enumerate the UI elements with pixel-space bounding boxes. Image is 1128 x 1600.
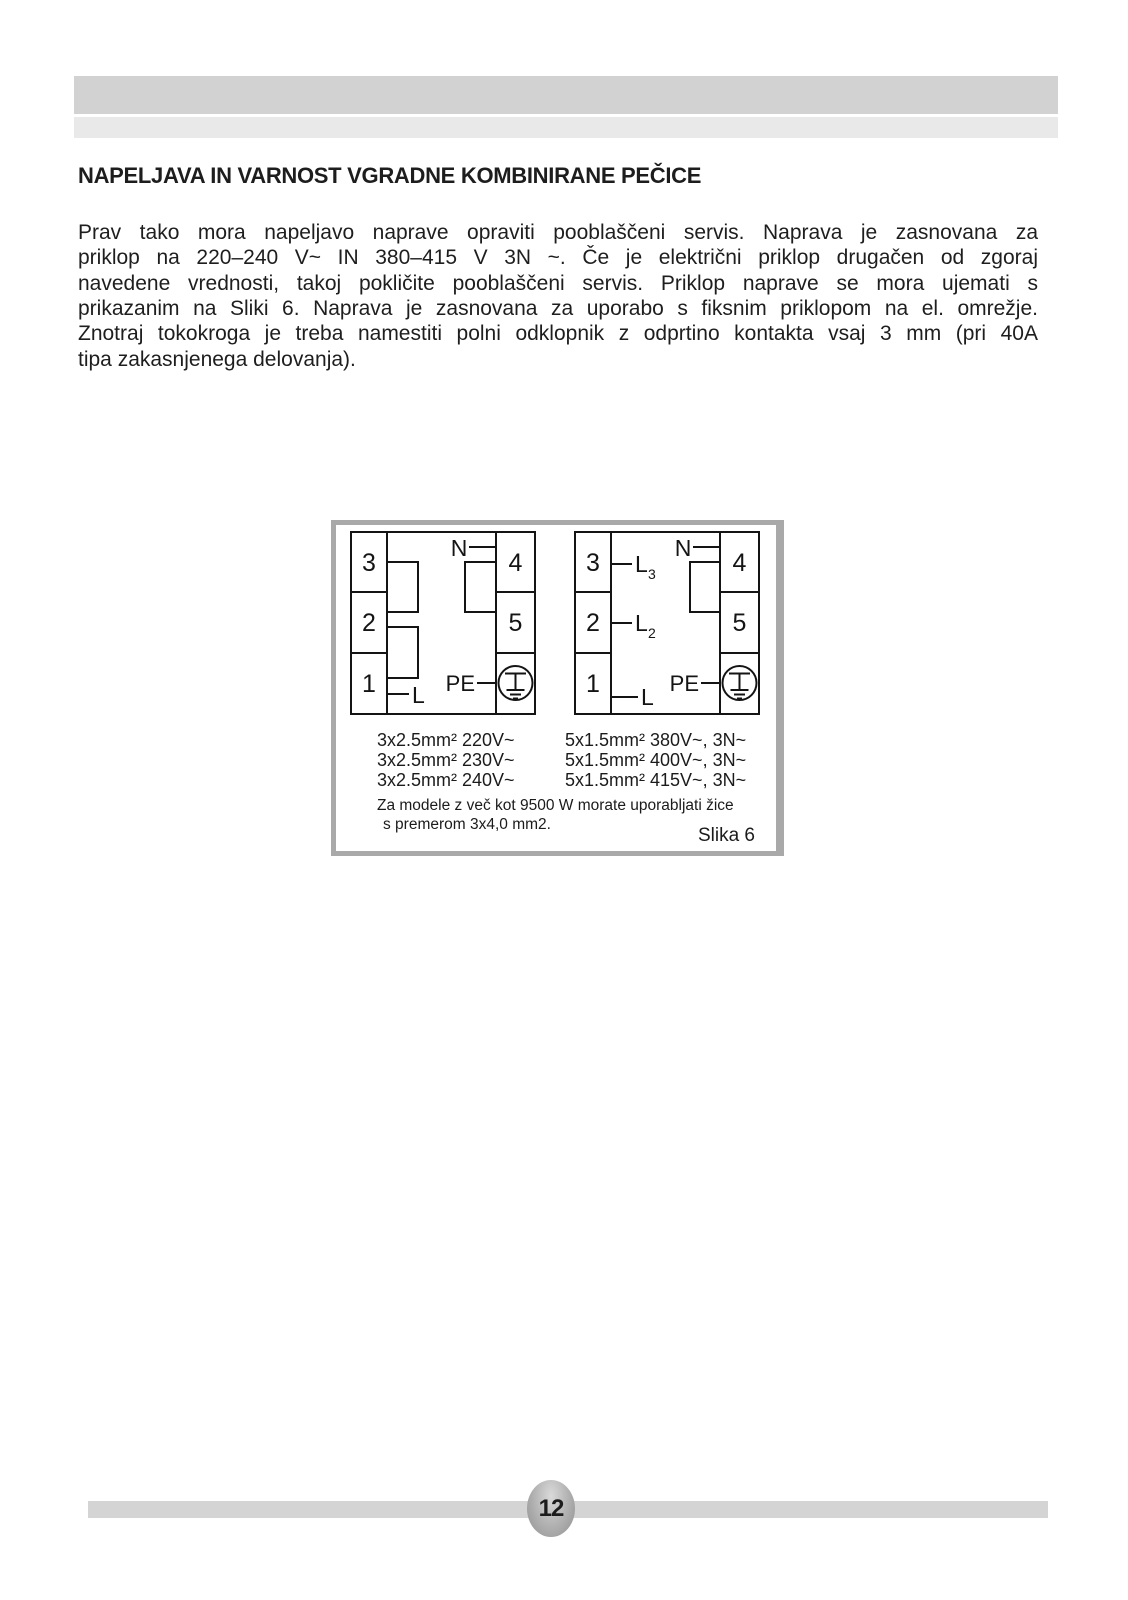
figure-caption: Slika 6 [697,825,755,846]
terminal-label-1: 1 [586,670,600,698]
page-number: 12 [538,1494,564,1522]
jumper-4-5 [465,562,496,612]
jumper-3-2 [387,562,418,612]
terminal-label-4: 4 [508,549,523,577]
paragraph-line: Znotraj tokokroga je treba namestiti polni odklopnik z odprtino kontakta vsaj 3 mm (pri 40A [78,322,1038,346]
wiring-diagram-single-phase [350,531,540,717]
page-number-badge [527,1480,575,1537]
figure-frame [331,520,784,856]
jumper-2-1 [387,627,418,678]
line-label-l2-sub: 2 [648,625,656,641]
line-label-l3: L [635,551,648,577]
spec-line: 5x1.5mm² 380V~, 3N~ [565,730,747,750]
neutral-label: N [674,535,692,561]
body-paragraph [78,220,1038,372]
wire-specs-single-phase [377,730,515,790]
jumper-4-5 [690,562,720,612]
line-label-l: L [641,684,654,710]
paragraph-line: tipa zakasnjenega delovanja). [78,347,356,371]
earth-ground-icon [723,666,757,700]
spec-line: 3x2.5mm² 240V~ [377,770,515,790]
terminal-label-5: 5 [508,609,523,637]
figure-note [377,797,734,834]
earth-ground-icon [499,666,533,700]
figure-note-line: Za modele z več kot 9500 W morate uporabljati žice [377,797,734,814]
pe-label: PE [669,671,699,696]
header-bar-primary [74,76,1058,114]
terminal-block-outline [351,532,535,714]
terminal-label-3: 3 [362,549,376,577]
terminal-label-4: 4 [732,549,747,577]
terminal-label-2: 2 [586,609,600,637]
line-label-l3-sub: 3 [648,566,656,582]
paragraph-line: navedene vrednosti, takoj pokličite pooblaščeni servis. Priklop naprave se mora ujemati s [78,271,1038,295]
neutral-label: N [450,535,468,561]
line-label: L [412,682,425,708]
line-label-l2: L [635,610,648,636]
terminal-label-5: 5 [732,609,747,637]
spec-line: 3x2.5mm² 220V~ [377,730,515,750]
terminal-label-3: 3 [586,549,600,577]
paragraph-line: prikazanim na Sliki 6. Naprava je zasnovana za uporabo s fiksnim priklopom na el. omrežje. [78,296,1038,320]
terminal-label-1: 1 [362,670,376,698]
figure-note-line: s premerom 3x4,0 mm2. [383,815,551,833]
terminal-block-outline [575,532,759,714]
spec-line: 5x1.5mm² 415V~, 3N~ [565,770,747,790]
spec-line: 5x1.5mm² 400V~, 3N~ [565,750,747,770]
spec-line: 3x2.5mm² 230V~ [377,750,515,770]
wire-specs-three-phase [565,730,746,790]
wiring-diagram-three-phase [574,531,764,717]
paragraph-line: priklop na 220–240 V~ IN 380–415 V 3N ~. Če je električni priklop drugačen od zgoraj [78,246,1038,270]
page-title: NAPELJAVA IN VARNOST VGRADNE KOMBINIRANE PEČICE [78,163,702,188]
paragraph-line: Prav tako mora napeljavo naprave opraviti pooblaščeni servis. Naprava je zasnovana za [78,221,1038,244]
pe-label: PE [445,671,475,696]
terminal-label-2: 2 [362,609,376,637]
header-bar-secondary [74,117,1058,138]
